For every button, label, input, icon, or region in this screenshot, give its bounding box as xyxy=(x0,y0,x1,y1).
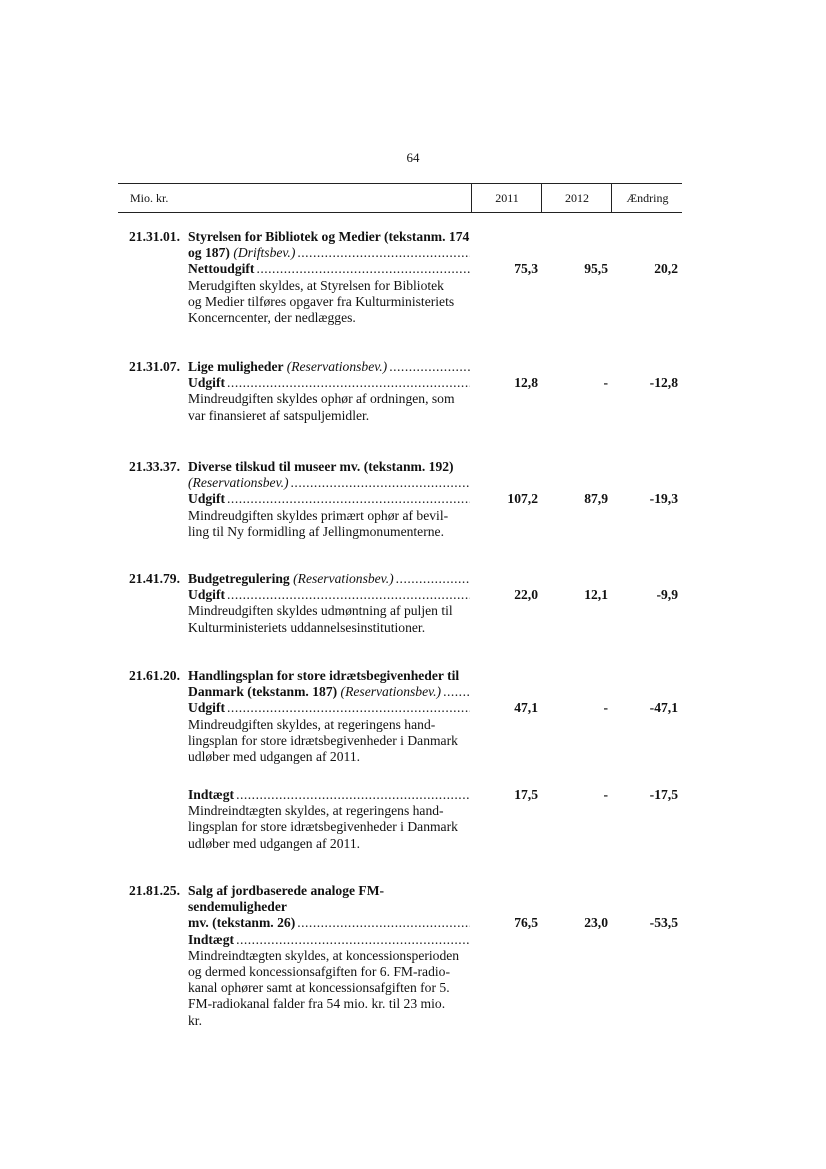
entry-title-bold: og 187) xyxy=(188,245,234,261)
unit-label: Mio. kr. xyxy=(130,191,169,205)
entry-value-2011: 22,0 xyxy=(514,587,538,603)
account-code: 21.61.20. xyxy=(129,668,180,683)
amount-label xyxy=(188,787,470,803)
description-line: Kulturministeriets uddannelsesinstitutioner. xyxy=(188,619,426,635)
account-code: 21.33.37. xyxy=(129,459,180,474)
entry-value-change: -53,5 xyxy=(649,915,678,931)
account-code: 21.81.25. xyxy=(129,883,180,898)
description-line: Mindreindtægten skyldes, at regeringens hand- xyxy=(188,803,444,819)
description-line: var finansieret af satspuljemidler. xyxy=(188,407,370,423)
amount-label xyxy=(188,375,470,391)
appropriation-type: (Reservationsbev.) xyxy=(286,359,388,374)
amount-label-text: Indtægt xyxy=(188,787,235,802)
description-line: udløber med udgangen af 2011. xyxy=(188,835,361,851)
description-line: Merudgiften skyldes, at Styrelsen for Bibliotek xyxy=(188,277,444,293)
entry-title-text xyxy=(188,684,441,700)
dot-leader xyxy=(227,700,470,716)
entry-value-2012: - xyxy=(603,700,608,716)
entry-description xyxy=(188,508,470,540)
description-line: Mindreindtægten skyldes, at koncessionsperioden xyxy=(188,947,460,963)
amount-label-text: Nettoudgift xyxy=(188,261,255,277)
entry-title-bold: Budgetregulering xyxy=(188,571,294,586)
entry-value-2011: 75,3 xyxy=(514,261,538,277)
entry-description xyxy=(188,717,470,766)
entry-value-2012: 95,5 xyxy=(584,261,608,277)
dot-leader xyxy=(396,571,470,587)
entry-value-2012: - xyxy=(603,375,608,391)
dot-leader xyxy=(297,245,470,261)
account-code: 21.31.07. xyxy=(129,359,180,374)
amount-label xyxy=(188,587,470,603)
description-line: kanal ophører samt at koncessionsafgiften for 5. xyxy=(188,980,450,996)
subentry-body xyxy=(188,787,470,852)
entry-value-2011: 76,5 xyxy=(514,915,538,931)
entry-description xyxy=(188,948,470,1029)
description-line: kr. xyxy=(188,1012,202,1028)
description-line: Koncerncenter, der nedlægges. xyxy=(188,310,356,326)
dot-leader xyxy=(443,684,470,700)
dot-leader xyxy=(227,491,470,507)
dot-leader xyxy=(227,587,470,603)
amount-label xyxy=(188,491,470,507)
entry-description xyxy=(188,391,470,423)
entry-title-last-line xyxy=(188,571,470,587)
subentry-value-2012: - xyxy=(603,787,608,802)
appropriation-type: (Reservationsbev.) xyxy=(188,475,289,491)
entry-title-bold: Danmark (tekstanm. 187) xyxy=(188,684,341,700)
dot-leader xyxy=(256,261,470,277)
page-number: 64 xyxy=(406,150,420,165)
entry-value-2011: 107,2 xyxy=(507,491,538,507)
entry-value-2011: 12,8 xyxy=(514,375,538,391)
entry-title-line: Diverse tilskud til museer mv. (tekstanm. 192) xyxy=(188,459,454,474)
description-line: ling til Ny formidling af Jellingmonumenterne. xyxy=(188,523,444,539)
column-2012-header: 2012 xyxy=(541,184,612,212)
entry-value-change: -9,9 xyxy=(656,587,678,603)
entry-body xyxy=(188,668,470,765)
entry-body xyxy=(188,571,470,636)
description-line: lingsplan for store idrætsbegivenheder i Danmark xyxy=(188,819,458,835)
entry-value-2011: 47,1 xyxy=(514,700,538,716)
entry-title-text xyxy=(188,571,394,587)
entry-title-text xyxy=(188,359,387,375)
entry-title-last-line xyxy=(188,915,470,931)
entry-title-last-line xyxy=(188,359,470,375)
subentry-value-change: -17,5 xyxy=(649,787,678,802)
entry-body xyxy=(188,229,470,326)
description-line: lingsplan for store idrætsbegivenheder i Danmark xyxy=(188,732,458,748)
entry-body xyxy=(188,359,470,424)
dot-leader xyxy=(236,932,470,948)
amount-label-text: Udgift xyxy=(188,491,226,507)
entry-value-change: -19,3 xyxy=(649,491,678,507)
entry-title-text xyxy=(188,475,289,491)
account-code: 21.41.79. xyxy=(129,571,180,586)
description-line: Mindreudgiften skyldes, at regeringens hand- xyxy=(188,716,436,732)
appropriation-type: (Driftsbev.) xyxy=(233,245,296,261)
entry-title-last-line xyxy=(188,684,470,700)
description-line: Mindreudgiften skyldes ophør af ordningen, som xyxy=(188,391,455,407)
dot-leader xyxy=(297,915,470,931)
entry-description xyxy=(188,278,470,327)
entry-title-line: Styrelsen for Bibliotek og Medier (tekstanm. 174 xyxy=(188,229,470,244)
entry-description xyxy=(188,603,470,635)
account-code: 21.31.01. xyxy=(129,229,180,244)
subentry-value-2011: 17,5 xyxy=(514,787,538,802)
description-line: og Medier tilføres opgaver fra Kulturministeriets xyxy=(188,293,455,309)
entry-title-bold: mv. (tekstanm. 26) xyxy=(188,915,296,931)
appropriation-type: (Reservationsbev.) xyxy=(293,571,394,586)
entry-value-change: 20,2 xyxy=(654,261,678,277)
entry-value-change: -47,1 xyxy=(649,700,678,716)
dot-leader xyxy=(236,787,470,803)
entry-title-text xyxy=(188,245,295,261)
appropriation-type: (Reservationsbev.) xyxy=(340,684,442,700)
description-line: og dermed koncessionsafgiften for 6. FM-radio- xyxy=(188,964,450,980)
entry-title-line: Handlingsplan for store idrætsbegivenheder til xyxy=(188,668,460,683)
entry-body xyxy=(188,883,470,1029)
entry-value-change: -12,8 xyxy=(649,375,678,391)
entry-title-text xyxy=(188,915,295,931)
entry-body xyxy=(188,459,470,540)
dot-leader xyxy=(389,359,470,375)
subentry-description xyxy=(188,803,470,852)
column-change-header: Ændring xyxy=(611,184,683,212)
entry-title-line: Salg af jordbaserede analoge FM-sendemuligheder xyxy=(188,883,385,915)
entry-value-2012: 12,1 xyxy=(584,587,608,603)
entry-value-2012: 23,0 xyxy=(584,915,608,931)
description-line: Mindreudgiften skyldes udmøntning af puljen til xyxy=(188,603,453,619)
description-line: FM-radiokanal falder fra 54 mio. kr. til 23 mio. xyxy=(188,996,446,1012)
amount-label xyxy=(188,932,470,948)
dot-leader xyxy=(291,475,470,491)
entry-title-bold: Lige muligheder xyxy=(188,359,287,374)
amount-label-text: Udgift xyxy=(188,700,226,716)
amount-label xyxy=(188,261,470,277)
dot-leader xyxy=(227,375,470,391)
amount-label xyxy=(188,700,470,716)
entry-value-2012: 87,9 xyxy=(584,491,608,507)
description-line: udløber med udgangen af 2011. xyxy=(188,749,361,765)
description-line: Mindreudgiften skyldes primært ophør af bevil- xyxy=(188,507,449,523)
amount-label-text: Udgift xyxy=(188,375,226,391)
entry-title-last-line xyxy=(188,475,470,491)
amount-label-text: Indtægt xyxy=(188,931,235,947)
column-2011-header: 2011 xyxy=(471,184,542,212)
table-header xyxy=(118,183,682,213)
entry-title-last-line xyxy=(188,245,470,261)
amount-label-text: Udgift xyxy=(188,587,226,603)
